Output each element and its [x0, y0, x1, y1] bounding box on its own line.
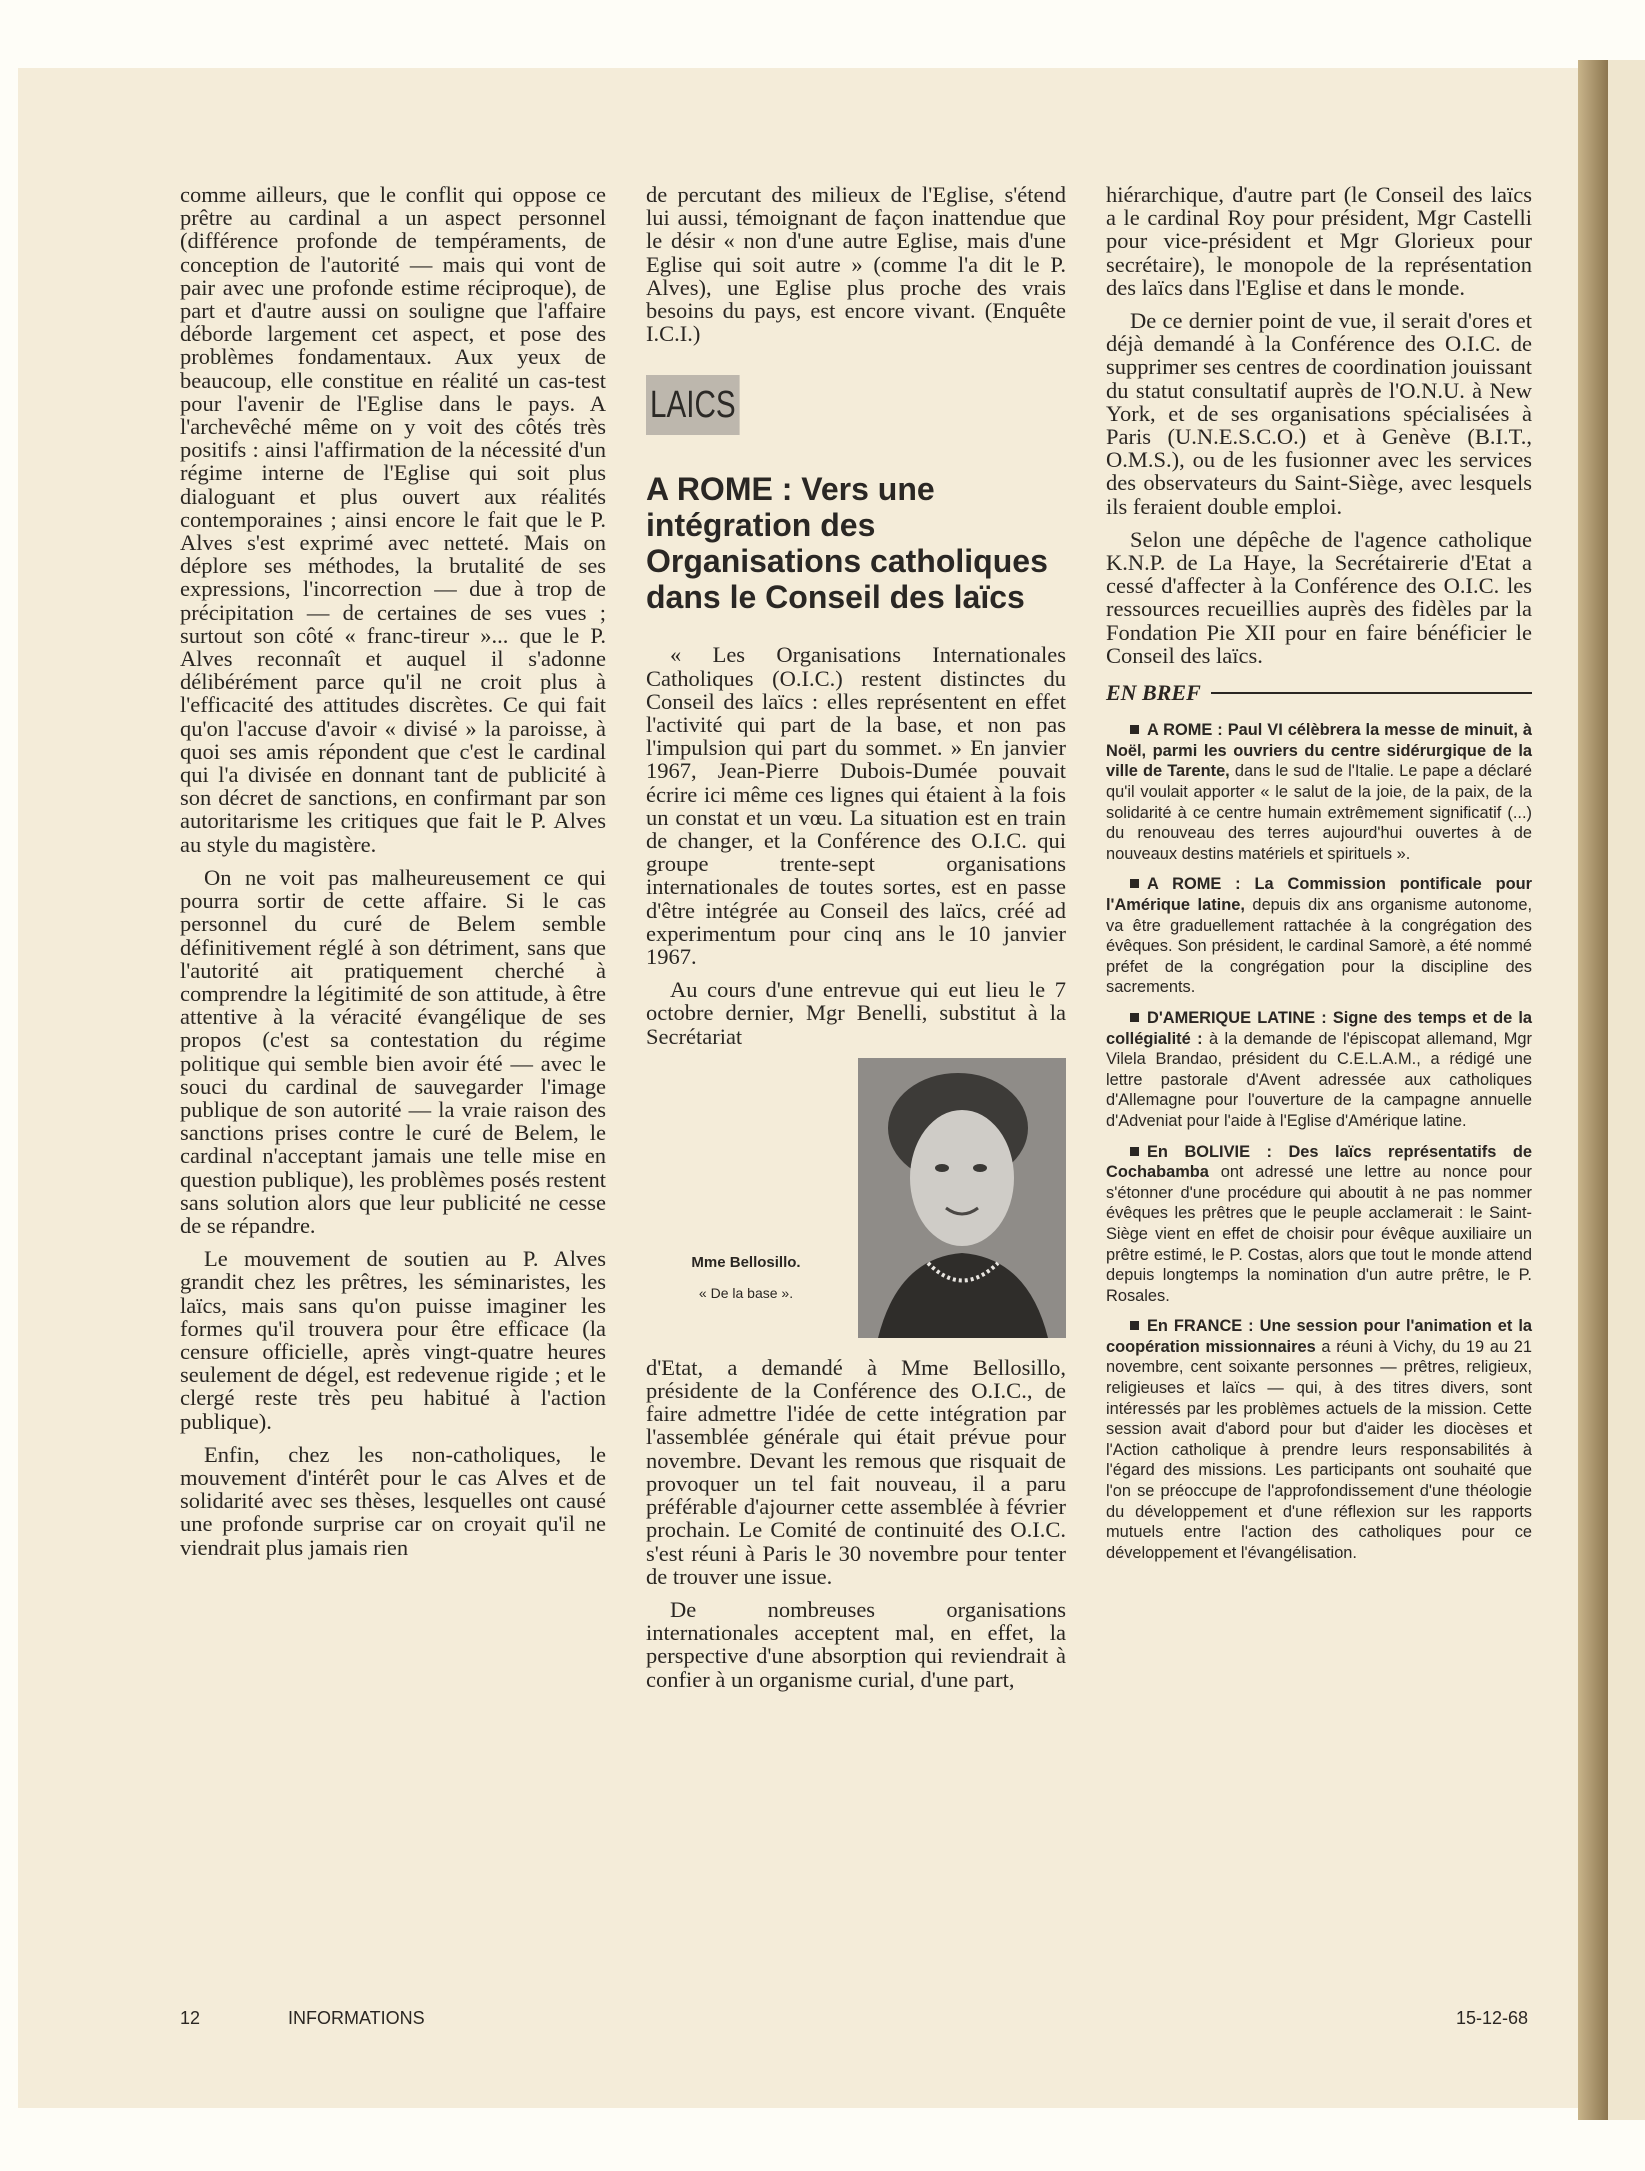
brief-text: a réuni à Vichy, du 19 au 21 novembre, cent soixante personnes — prêtres, religieux, religieuses et laïcs — qui, à des titres divers, sont intéressés par les problèmes actuels de la mission. Cette session avait d'abord pour but d'aider les diocèses et l'Action catholique à prendre leurs responsabilités à l'égard des missions. Les participants ont souhaité que l'on se préoccupe de l'approfondissement d'une théologie du développement et d'une réflexion sur les rapports mutuels entre l'action des catholiques pour ce développement et l'évangélisation.: [1106, 1337, 1533, 1562]
section-tag: LAICS: [646, 375, 740, 435]
brief-item: [1106, 720, 1532, 864]
brief-lead: En BOLIVIE : Des laïcs représentatifs de Cochabamba: [1106, 1142, 1532, 1182]
column-1: [180, 183, 606, 1569]
en-bref-title: EN BREF: [1106, 680, 1201, 706]
brief-text: à la demande de l'épiscopat allemand, Mgr Vilela Brandao, président du C.E.L.A.M., a rédigé une lettre pastorale d'Avent adressée aux catholiques d'Allemagne pour l'ouverture de la campagne annuelle d'Adveniat pour l'aide à l'Eglise d'Amérique latine.: [1106, 1029, 1533, 1130]
col3-paragraph: Selon une dépêche de l'agence catholique K.N.P. de La Haye, la Secrétairerie d'Etat a cessé d'affecter à la Conférence des O.I.C. les ressources recueillies auprès des fidèles par la Fondation Pie XII pour en faire bénéficier le Conseil des laïcs.: [1106, 526, 1532, 668]
bullet-icon: [1130, 725, 1139, 734]
issue-date: 15-12-68: [1456, 2008, 1529, 2028]
brief-item: [1106, 1316, 1532, 1563]
col2-paragraph: Au cours d'une entrevue qui eut lieu le 7 octobre dernier, Mgr Benelli, substitut à la Secrétariat: [646, 977, 1066, 1049]
photo-block: [646, 1058, 1066, 1338]
col1-paragraph: comme ailleurs, que le conflit qui oppose ce prêtre au cardinal a un aspect personnel (différence profonde de tempéraments, de conception de l'autorité — mais qui vont de pair avec une profonde estime réciproque), de part et d'autre aussi on souligne que l'affaire déborde largement cet aspect, et pose des problèmes fondamentaux. Aux yeux de beaucoup, elle constitue en réalité un cas-test pour l'avenir de l'Eglise dans le pays. A l'archevêché même on y voit des côtés très positifs : ainsi l'affirmation de la nécessité d'un régime interne de l'Eglise qui soit plus dialoguant et plus ouvert aux réalités contemporaines ; ainsi encore le fait que le P. Alves s'est exprimé avec netteté. Mais on déplore ses méthodes, la brutalité de ses expressions, l'incorrection — due à trop de précipitation — de certaines de ses vues ; surtout son côté « franc-tireur »... que le P. Alves reconnaît et auquel il s'adonne délibérément parce qu'il ne croit plus à l'efficacité des attitudes discrètes. Ce qui fait qu'on l'accuse d'avoir « divisé » la paroisse, à quoi ses amis répondent que c'est le cardinal qui l'a divisée en donnant tant de publicité à son décret de sanctions, en confirmant par son autoritarisme les critiques que fait le P. Alves au style du magistère.: [180, 182, 606, 857]
column-3: [1106, 183, 1532, 1573]
bullet-icon: [1130, 1147, 1139, 1156]
col1-paragraph: On ne voit pas malheureusement ce qui pourra sortir de cette affaire. Si le cas personnel du curé de Belem semble définitivement réglé à son détriment, sans que l'autorité ait pratiquement cherché à comprendre la légitimité de son attitude, à être attentive à la véracité évangélique de ses propos (c'est sa contestation du régime politique qui semble bien avoir été — avec le souci du cardinal de sauvegarder l'image publique de son autorité — la vraie raison des sanctions prises contre le curé de Belem, le cardinal n'acceptant jamais une telle mise en question publique), les problèmes posés restent sans solution alors que leur publicité ne cesse de se répandre.: [180, 864, 606, 1238]
brief-lead: A ROME : La Commission pontificale pour l'Amérique latine,: [1106, 875, 1532, 915]
en-bref-header: [1106, 681, 1532, 704]
portrait-photo: [858, 1058, 1066, 1338]
page-gutter-shadow: [1578, 60, 1608, 2120]
col1-paragraph: Enfin, chez les non-catholiques, le mouvement d'intérêt pour le cas Alves et de solidarité avec ses thèses, lesquelles ont causé une profonde surprise car on croyait qu'il ne viendrait plus jamais rien: [180, 1441, 606, 1560]
col3-paragraph: hiérarchique, d'autre part (le Conseil des laïcs a le cardinal Roy pour président, Mgr Castelli pour vice-président et Mgr Glorieux pour secrétaire), le monopole de la représentation des laïcs dans l'Eglise et dans le monde.: [1106, 182, 1532, 300]
photo-caption: [646, 1248, 846, 1338]
page-number: 12: [180, 2008, 201, 2028]
brief-text: ont adressé une lettre au nonce pour s'étonner d'une procédure qui aboutit à ne pas nommer évêques les prêtres que le peuple acclamerait : le Saint-Siège vient en effet de choisir pour évêque auxiliaire un prêtre estimé, le P. Costas, alors que tout le monde attend depuis longtemps la nomination d'un autre prêtre, le P. Rosales.: [1106, 1163, 1532, 1305]
brief-item: [1106, 1008, 1532, 1132]
next-page-edge: [1608, 60, 1645, 2120]
article-headline: A ROME : Vers une intégration des Organisations catholiques dans le Conseil des laïcs: [646, 471, 1048, 616]
brief-lead: En FRANCE : Une session pour l'animation et la coopération missionnaires: [1106, 1317, 1532, 1356]
col2-intro: de percutant des milieux de l'Eglise, s'étend lui aussi, témoignant de façon inattendue que le désir « non d'une autre Eglise, mais d'une Eglise qui soit autre » (comme l'a dit le P. Alves), une Eglise plus proche des vrais besoins du pays, est encore vivant. (Enquête I.C.I.): [646, 182, 1066, 347]
col2-paragraph: De nombreuses organisations internationales acceptent mal, en effet, la perspective d'une absorption qui reviendrait à confier à un organisme curial, d'une part,: [646, 1596, 1066, 1692]
bullet-icon: [1130, 879, 1139, 888]
caption-quote: « De la base ».: [698, 1284, 794, 1301]
bullet-icon: [1130, 1013, 1139, 1022]
brief-text: dans le sud de l'Italie. Le pape a déclaré qu'il voulait apporter « le salut de la joie, de la paix, de la solidarité à ce centre humain extrêmement significatif (...) du renouveau des terres aujourd'hui ouvertes à de nouveaux destins matériels et spirituels ».: [1106, 762, 1532, 863]
col1-paragraph: Le mouvement de soutien au P. Alves grandit chez les prêtres, les séminaristes, les laïcs, mais sans qu'on puisse imaginer les formes qu'il trouvera pour être efficace (la censure officielle, après vingt-quatre heures seulement de dégel, est redevenue rigide ; et le clergé reste très peu habitué à l'action publique).: [180, 1246, 606, 1434]
brief-lead: A ROME : Paul VI célèbrera la messe de minuit, à Noël, parmi les ouvriers du centre sidérurgique de la ville de Tarente,: [1106, 721, 1532, 781]
caption-name: Mme Bellosillo.: [691, 1253, 801, 1271]
brief-lead: D'AMERIQUE LATINE : Signe des temps et de la collégialité :: [1106, 1008, 1532, 1048]
brief-item: [1106, 1142, 1532, 1307]
brief-text: depuis dix ans organisme autonome, va être graduellement rattachée à la congrégation des évêques. Son président, le cardinal Samorè, a été nommé préfet de la congrégation pour la discipline des sacrements.: [1106, 896, 1532, 997]
column-2: [646, 183, 1066, 1701]
brief-item: [1106, 874, 1532, 998]
col2-paragraph: d'Etat, a demandé à Mme Bellosillo, présidente de la Conférence des O.I.C., de faire admettre l'idée de cette intégration par l'assemblée générale qui était prévue pour novembre. Devant les remous que risquait de provoquer un tel fait nouveau, il a paru préférable d'ajourner cette assemblée à février prochain. Le Comité de continuité des O.I.C. s'est réuni à Paris le 30 novembre pour tenter de trouver une issue.: [646, 1354, 1066, 1589]
portrait-illustration: [858, 1058, 1066, 1338]
bullet-icon: [1130, 1321, 1139, 1330]
col3-paragraph: De ce dernier point de vue, il serait d'ores et déjà demandé à la Conférence des O.I.C. de supprimer ses centres de coordination jouissant du statut consultatif auprès de l'O.N.U. à New York, et de ses organisations spécialisées à Paris (U.N.E.S.C.O.) et à Genève (B.I.T., O.M.S.), ou de les fusionner avec les services des observateurs du Saint-Siège, avec lesquels ils feraient double emploi.: [1106, 308, 1532, 519]
publication-name: INFORMATIONS: [288, 2008, 425, 2028]
en-bref-rule: [1211, 692, 1532, 694]
col2-paragraph: « Les Organisations Internationales Catholiques (O.I.C.) restent distinctes du Conseil des laïcs : elles représentent en effet l'activité qui part de la base, et non pas l'impulsion qui part du sommet. » En janvier 1967, Jean-Pierre Dubois-Dumée pouvait écrire ici même ces lignes qui étaient à la fois un constat et un vœu. La situation est en train de changer, et la Conférence des O.I.C. qui groupe trente-sept organisations internationales de toutes sortes, est en passe d'être intégrée au Conseil des laïcs, créé ad experimentum pour cinq ans le 10 janvier 1967.: [646, 642, 1066, 970]
